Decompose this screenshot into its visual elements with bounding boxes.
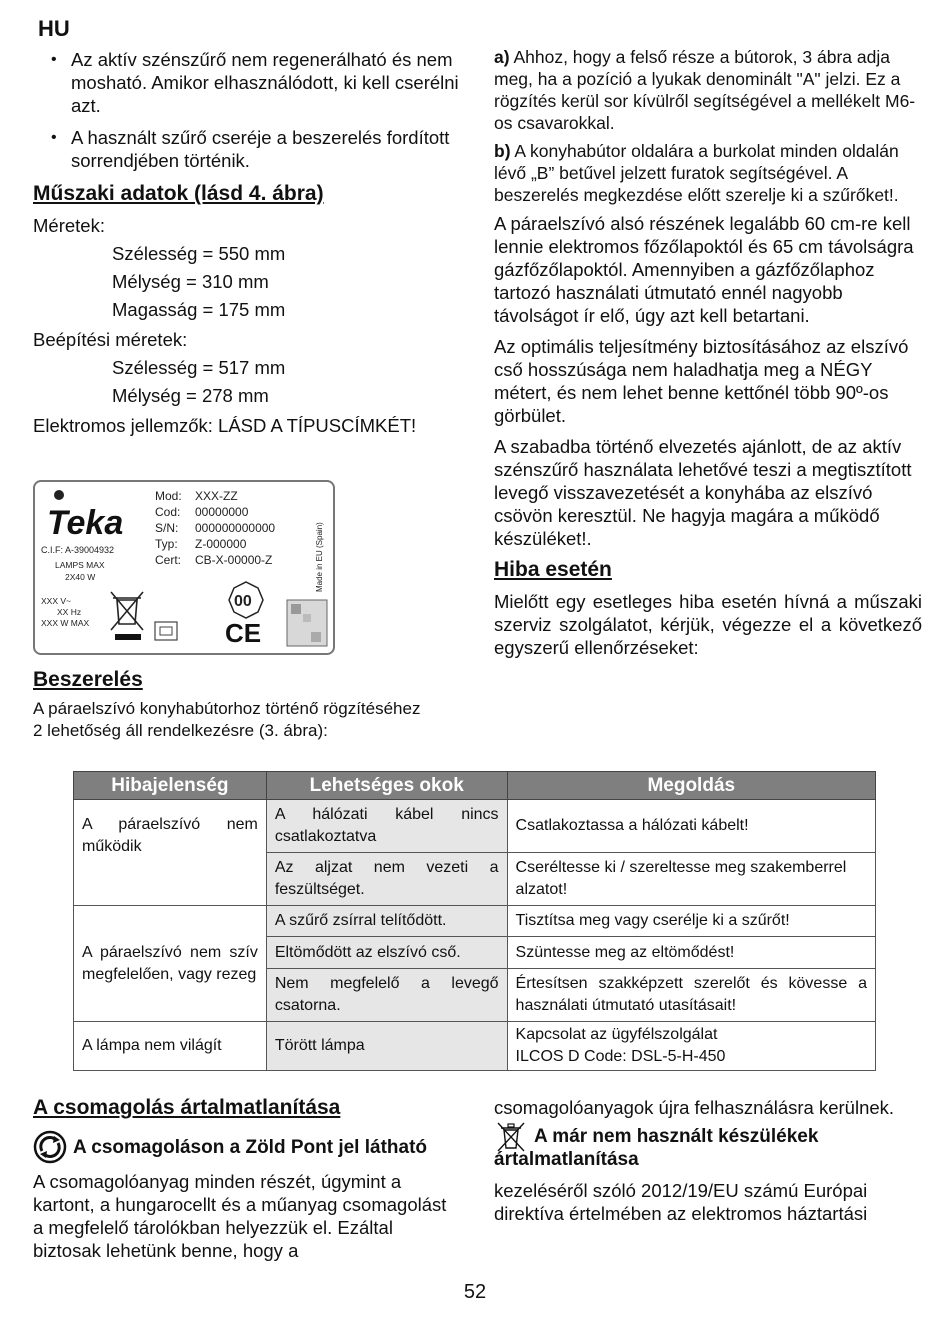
solution-cell: Szüntesse meg az eltömődést!: [507, 937, 875, 969]
fault-text: Mielőtt egy esetleges hiba esetén hívná a műszaki szerviz szolgálatot, kérjük, végezze el a következő egyszerű ellenőrzéseket:: [494, 591, 922, 658]
green-dot-icon: [33, 1130, 67, 1164]
solution-cell: Értesítsen szakképzett szerelőt és kövesse a használati útmutató utasításait!: [507, 969, 875, 1022]
left-column: [33, 48, 461, 437]
wattage-text: XXX W MAX: [41, 618, 90, 628]
bullet-item: • Az aktív szénszűrő nem regenerálható és nem mosható. Amikor elhasználódott, ki kell cserélni azt.: [51, 48, 461, 117]
freq-text: XX Hz: [57, 607, 82, 617]
solution-line: ILCOS D Code: DSL-5-H-450: [515, 1048, 726, 1065]
option-b-text: A konyhabútor oldalára a burkolat minden oldalán lévő „B” betűvel jelzett furatok segítségével. A beszerelés megkezdése előtt szerelje ki a szűrőket!.: [494, 141, 899, 205]
weee-bin-icon: [111, 592, 143, 640]
rating-label-figure: [33, 480, 335, 655]
option-b: [494, 140, 922, 206]
lamps-text: LAMPS MAX: [55, 560, 105, 570]
tech-heading: Műszaki adatok (lásd 4. ábra): [33, 182, 324, 205]
cause-cell: A szűrő zsírral telítődött.: [266, 906, 507, 937]
distance-paragraph: A páraelszívó alsó részének legalább 60 cm-re kell lennie elektromos főzőlapoktól és 65 cm távolságra gázfőzőlapoktól. Amennyiben a gázfőzőlaphoz tartozó használati útmutató ennél nagyobb távolságot ír elő, úgy azt kell betartani.: [494, 213, 914, 326]
filter-paragraph: A szabadba történő elvezetés ajánlott, de az aktív szénszűrő használata lehetővé teszi a megtisztított levegő visszavezetését a konyhába az elszívó csövön keresztül. Ne hagyja magára a működő készüléket!.: [494, 436, 912, 549]
double-insulation-icon: [155, 622, 177, 640]
disposal-section: [33, 1096, 461, 1262]
duct-paragraph: Az optimális teljesítmény biztosításához az elszívó cső hosszúsága nem haladhatja meg a NÉGY métert, és nem lehet benne kettőnél több 90º-os görbület.: [494, 336, 909, 426]
cause-cell: A hálózati kábel nincs csatlakoztatva: [266, 800, 507, 853]
fault-heading: Hiba esetén: [494, 558, 612, 581]
sn-key: S/N:: [155, 521, 179, 535]
solution-line: Kapcsolat az ügyfélszolgálat: [515, 1026, 718, 1043]
green-dot-heading: A csomagoláson a Zöld Pont jel látható: [73, 1136, 428, 1158]
solution-cell: Cseréltesse ki / szereltesse meg szakemberrel alzatot!: [507, 853, 875, 906]
disposal-heading: A csomagolás ártalmatlanítása: [33, 1096, 341, 1119]
elec-info: Elektromos jellemzők: LÁSD A TÍPUSCÍMKÉT!: [33, 415, 417, 436]
page-number: 52: [463, 1281, 487, 1303]
rating-label-drawing: [35, 482, 333, 653]
install-depth: Mélység = 278 mm: [112, 385, 269, 406]
recycle-text: csomagolóanyagok újra felhasználásra kerülnek.: [494, 1097, 895, 1118]
symptom-cell: A páraelszívó nem működik: [74, 800, 267, 906]
option-b-label: b): [494, 141, 511, 161]
troubleshooting-table: [73, 771, 876, 1071]
mod-value: XXX-ZZ: [195, 489, 238, 503]
crossed-bin-icon: [494, 1121, 528, 1153]
cert-value: CB-X-00000-Z: [195, 553, 273, 567]
sn-value: 000000000000: [195, 521, 276, 535]
weee-heading-block: [494, 1125, 924, 1171]
filter-bullets: [51, 48, 461, 172]
dim-depth: Mélység = 310 mm: [112, 271, 269, 292]
weee-section: [494, 1096, 924, 1225]
cod-value: 00000000: [195, 505, 249, 519]
cause-cell: Eltömődött az elszívó cső.: [266, 937, 507, 969]
install-text: A páraelszívó konyhabútorhoz történő rögzítéséhez 2 lehetőség áll rendelkezésre (3. ábra):: [33, 699, 421, 740]
symptom-cell: A páraelszívó nem szív megfelelően, vagy rezeg: [74, 906, 267, 1022]
solution-cell: [507, 1022, 875, 1071]
cert-key: Cert:: [155, 553, 182, 567]
bullet-item: • A használt szűrő cseréje a beszerelés fordított sorrendjében történik.: [51, 126, 461, 172]
disposal-text: A csomagolóanyag minden részét, úgymint a kartont, a hungarocellt és a műanyag csomagolást a megfelelő tárolókban helyezzük el. Ezáltal biztosak lehetünk benne, hogy a: [33, 1171, 447, 1261]
typ-key: Typ:: [155, 537, 178, 551]
cod-key: Cod:: [155, 505, 181, 519]
brand-logo: Teka: [47, 504, 124, 542]
table-header-row: [74, 772, 876, 800]
made-in-text: Made in EU (Spain): [315, 522, 324, 592]
option-a-label: a): [494, 47, 510, 67]
language-code: HU: [38, 16, 70, 41]
cause-cell: Az aljzat nem vezeti a feszültséget.: [266, 853, 507, 906]
solution-cell: Csatlakoztassa a hálózati kábelt!: [507, 800, 875, 853]
header-cause: Lehetséges okok: [266, 772, 507, 800]
table-row: [74, 906, 876, 937]
typ-value: Z-000000: [195, 537, 247, 551]
solution-cell: Tisztítsa meg vagy cserélje ki a szűrőt!: [507, 906, 875, 937]
dim-width: Szélesség = 550 mm: [112, 243, 286, 264]
mod-key: Mod:: [155, 489, 182, 503]
option-a-text: Ahhoz, hogy a felső része a bútorok, 3 ábra adja meg, ha a pozíció a lyukak denominált "A" jelzi. Ez a rögzítés kerül sor kívülről segítségével a mellékelt M6-os csavarokkal.: [494, 47, 916, 133]
install-section: [33, 668, 433, 742]
weee-text: kezeléséről szóló 2012/19/EU számú Európai direktíva értelmében az elektromos háztartási: [494, 1180, 868, 1224]
header-solution: Megoldás: [507, 772, 875, 800]
install-width: Szélesség = 517 mm: [112, 357, 286, 378]
dims-label: Méretek:: [33, 215, 105, 236]
dim-height: Magasság = 175 mm: [112, 299, 286, 320]
svg-text:00: 00: [234, 593, 252, 610]
cif-text: C.I.F: A-39004932: [41, 545, 115, 555]
header-symptom: Hibajelenség: [74, 772, 267, 800]
symptom-cell: A lámpa nem világít: [74, 1022, 267, 1071]
voltage-text: XXX V~: [41, 596, 72, 606]
weee-heading: A már nem használt készülékek ártalmatlanítása: [494, 1126, 819, 1170]
cause-cell: Nem megfelelő a levegő csatorna.: [266, 969, 507, 1022]
cause-cell: Törött lámpa: [266, 1022, 507, 1071]
zero-badge-icon: [229, 582, 263, 618]
lamps-value: 2X40 W: [65, 572, 96, 582]
green-dot-row: [33, 1130, 461, 1164]
table-row: [74, 1022, 876, 1071]
option-a: [494, 46, 922, 134]
install-dims-label: Beépítési méretek:: [33, 329, 188, 350]
install-heading: Beszerelés: [33, 668, 143, 691]
ce-mark: CE: [225, 618, 262, 648]
right-column: [494, 46, 922, 667]
table-row: [74, 800, 876, 853]
